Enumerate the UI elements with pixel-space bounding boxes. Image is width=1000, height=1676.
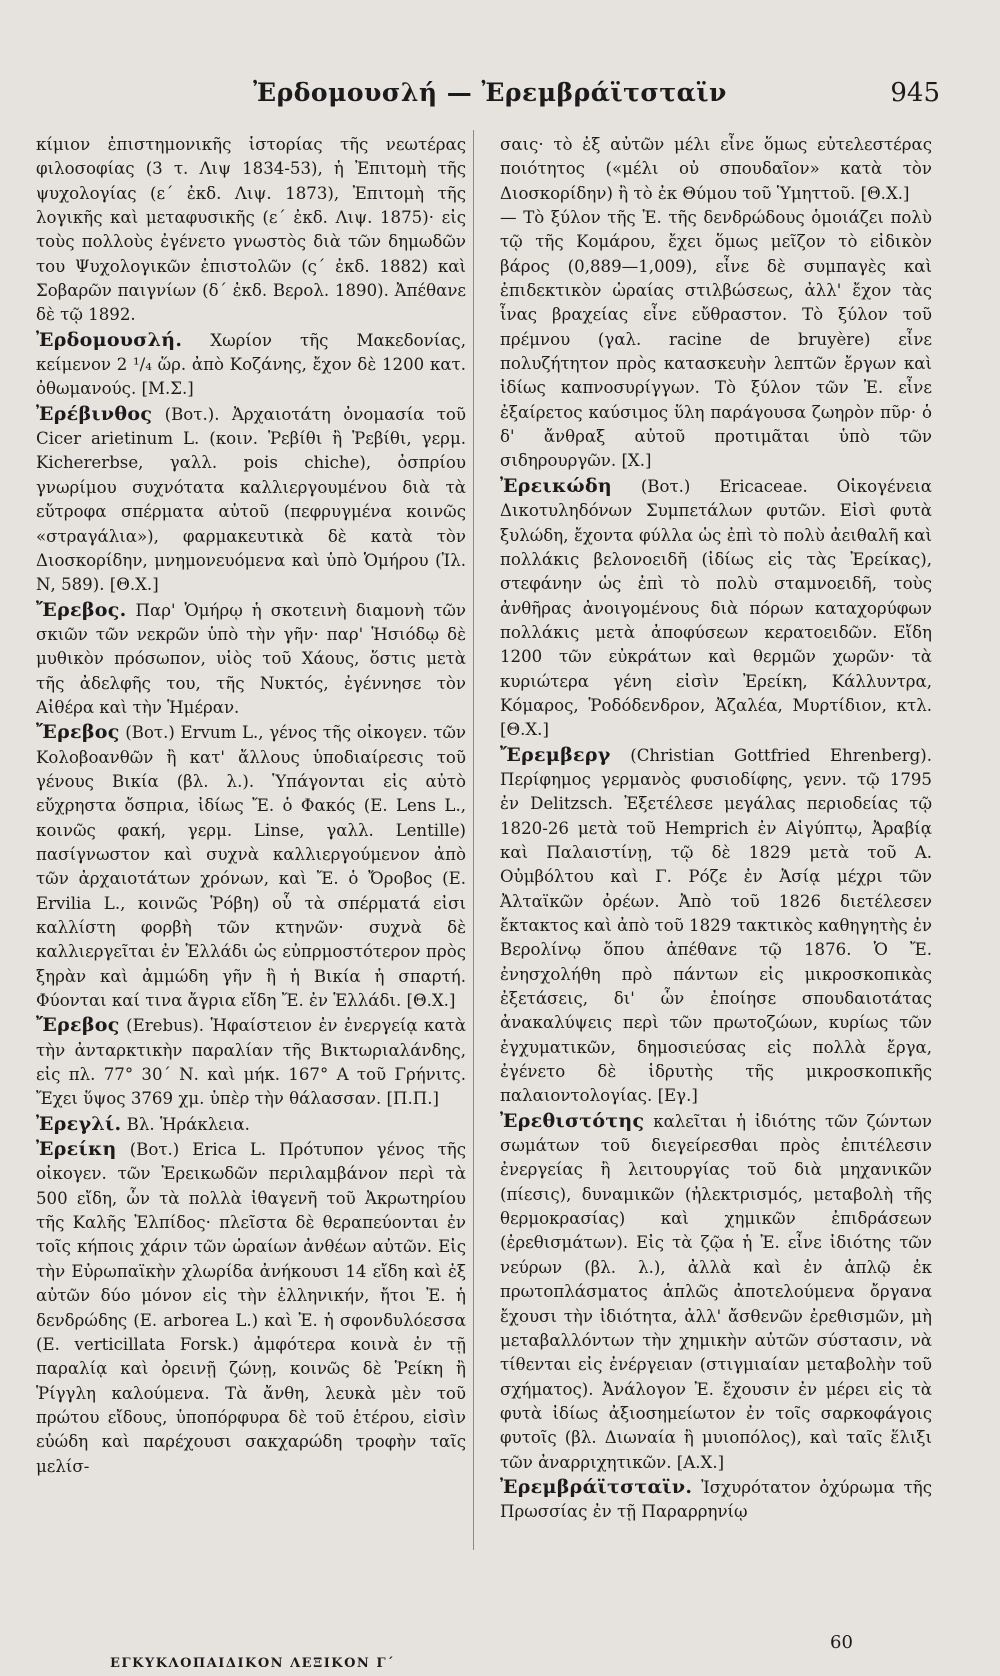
entry-headword: Ἐρεγλί. [36, 1112, 122, 1135]
entry-paragraph: Ἔρεβος. Παρ' Ὁμήρῳ ἡ σκοτεινὴ διαμονὴ τῶν σκιῶν τῶν νεκρῶν ὑπὸ τὴν γῆν· παρ' Ἡσιόδῳ δὲ μυθικὸν πρόσωπον, υἱὸς τοῦ Χάους, ὅστις μετὰ τῆς ἀδελφῆς του, τῆς Νυκτός, ἐγέννησε τὸν Αἰθέρα καὶ τὴν Ἡμέραν. [36, 598, 466, 717]
entry-headword: Ἔρεβος. [36, 598, 127, 621]
entry-paragraph: — Τὸ ξύλον τῆς Ἐ. τῆς δενδρώδους ὁμοιάζει πολὺ τῷ τῆς Κομάρου, ἔχει ὅμως μεῖζον τὸ εἰδικὸν βάρος (0,889—1,009), εἶνε δὲ συμπαγὲς καὶ ἐπιδεκτικὸν ὡραίας στιλβώσεως, ἀλλ' ἔχον τὰς ἶνας βραχείας εἶνε εὔθραστον. Τὸ ξύλον τοῦ πρέμνου (γαλ. racine de bruyère) εἶνε πολυζήτητον πρὸς κατασκευὴν λεπτῶν ἔργων καὶ ἰδίως καπνοσυρίγγων. Τὸ ξύλον τῶν Ἐ. εἶνε ἐξαίρετος καύσιμος ὕλη παράγουσα ζωηρὸν πῦρ· ὁ δ' ἄνθραξ αὐτοῦ προτιμᾶται ὑπὸ τῶν σιδηρουργῶν. [Χ.] [500, 208, 932, 471]
sheet-number: 60 [830, 1632, 853, 1653]
signature-mark: ΕΓΚΥΚΛΟΠΑΙΔΙΚΟΝ ΛΕΞΙΚΟΝ Γ΄ [110, 1656, 396, 1671]
entry-paragraph: Ἐρεθιστότης καλεῖται ἡ ἰδιότης τῶν ζώντων σωμάτων τοῦ διεγείρεσθαι πρὸς ἐπιτέλεσιν ἐνεργείας ἢ λειτουργίας τοῦ διὰ μηχανικῶν (πίεσις), δυναμικῶν (ἠλεκτρισμός, μεταβολὴ τῆς θερμοκρασίας) καὶ χημικῶν ἐπιδράσεων (ἐρεθισμάτων). Εἰς τὰ ζῷα ἡ Ἐ. εἶνε ἰδιότης τῶν νεύρων (βλ. λ.), ἀλλὰ καὶ ἐν ἁπλῷ ἐκ πρωτοπλάσματος ἁπλῶς ἀποτελούμενα ὄργανα ἔχουσι τὴν ἰδιότητα, ἀλλ' ἄσθενῶν ἐρεθισμῶν, μὴ μεταβαλλόντων τὴν χημικὴν αὐτῶν σύστασιν, νὰ τίθενται εἰς ἐνέργειαν (στιγμιαίαν μεταβολὴν τοῦ σχήματος). Ἀνάλογον Ἐ. ἔχουσιν ἐν μέρει εἰς τὰ φυτὰ ἰδίως ἀξιοσημείωτον ἐν τοῖς σαρκοφάγοις φυτοῖς (βλ. Διωναία ἢ μυιοπόλος), καὶ ταῖς ἕλιξι τῶν ἀναρριχητικῶν. [Α.Χ.] [500, 1109, 932, 1472]
page-number: 945 [890, 78, 940, 108]
entry-headword: Ἐρείκη [36, 1138, 117, 1161]
entry-paragraph: Ἐρεμβράϊτσταϊν. Ἰσχυρότατον ὀχύρωμα τῆς Πρωσσίας ἐν τῇ Παραρρηνίῳ [500, 1475, 932, 1522]
entry-headword: Ἐρδομουσλή. [36, 328, 183, 351]
entry-headword: Ἔρεμβεργ [500, 743, 611, 766]
entry-headword: Ἐρεικώδη [500, 474, 613, 497]
entry-paragraph: Ἐρείκη (Βοτ.) Erica L. Πρότυπον γένος τῆς οἰκογεν. τῶν Ἐρεικωδῶν περιλαμβάνον περὶ τὰ 500 εἴδη, ὧν τὰ πολλὰ ἰθαγενῆ τοῦ Ἀκρωτηρίου τῆς Καλῆς Ἐλπίδος· πλεῖστα δὲ θεραπεύονται ἐν τοῖς κήποις χάριν τῶν ὡραίων ἀνθέων αὐτῶν. Εἰς τὴν Εὐρωπαϊκὴν χλωρίδα ἀνήκουσι 14 εἴδη καὶ ἐξ αὐτῶν δύο μόνον εἰς τὴν ἑλληνικήν, ἤτοι Ἐ. ἡ δενδρώδης (E. arborea L.) καὶ Ἐ. ἡ σφονδυλόεσσα (E. verticillata Forsk.) ἀμφότερα κοινὰ ἐν τῇ παραλίᾳ καὶ ὀρεινῇ ζώνῃ, κοινῶς δὲ Ῥείκη ἢ Ῥίγγλη καλούμενα. Τὰ ἄνθη, λευκὰ μὲν τοῦ πρώτου εἴδους, ὑποπόρφυρα δὲ τοῦ ἑτέρου, εἰσὶν εὐώδη καὶ παρέχουσι σακχαρώδη τροφὴν ταῖς μελίσ- [36, 1138, 466, 1476]
entry-paragraph: Ἐρέβινθος (Βοτ.). Ἀρχαιοτάτη ὀνομασία τοῦ Cicer arietinum L. (κοιν. Ῥεβίθι ἢ Ῥεβίθι, γερμ. Kichererbse, γαλλ. pois chiche), ὀσπρίου γνωρίμου συχνότατα καλλιεργουμένου διὰ τὰ εὔτροφα σπέρματα αὐτοῦ (πεφρυγμένα κοινῶς «στραγάλια»), φαρμακευτικὰ δὲ κατὰ τὸν Διοσκορίδην, μνημονευόμενα καὶ ὑπὸ Ὁμήρου (Ἰλ. Ν, 589). [Θ.Χ.] [36, 402, 466, 595]
entry-headword: Ἐρεθιστότης [500, 1109, 645, 1132]
entry-paragraph: Ἔρεβος (Erebus). Ἡφαίστειον ἐν ἐνεργείᾳ κατὰ τὴν ἀνταρκτικὴν παραλίαν τῆς Βικτωριαλάνδης, εἰς πλ. 77° 30΄ Ν. καὶ μήκ. 167° Α τοῦ Γρήνιτς. Ἔχει ὕψος 3769 χμ. ὑπὲρ τὴν θάλασσαν. [Π.Π.] [36, 1014, 466, 1109]
entry-paragraph: Ἐρεικώδη (Βοτ.) Ericaceae. Οἰκογένεια Δικοτυληδόνων Συμπετάλων φυτῶν. Εἰσὶ φυτὰ ξυλώδη, ἔχοντα φύλλα ὡς ἐπὶ τὸ πολὺ ἀειθαλῆ καὶ πολλάκις βελονοειδῆ (ἰδίως εἰς τὰς Ἐρείκας), στεφάνην ὡς ἐπὶ τὸ πολὺ σταμνοειδῆ, τοὺς ἀνθῆρας ἀνοιγομένους διὰ πόρων καταχορύφων πολλάκις μετὰ ἀποφύσεων κερατοειδῶν. Εἴδη 1200 τῶν εὐκράτων καὶ θερμῶν χωρῶν· τὰ κυριώτερα γένη εἰσὶν Ἐρείκη, Κάλλυντρα, Κόμαρος, Ῥοδόδενδρον, Ἀζαλέα, Μυρτίδιον, κτλ. [Θ.Χ.] [500, 474, 932, 740]
right-column [500, 133, 932, 1525]
entry-headword: Ἐρέβινθος [36, 402, 153, 425]
entry-paragraph: Ἔρεμβεργ (Christian Gottfried Ehrenberg). Περίφημος γερμανὸς φυσιοδίφης, γενν. τῷ 1795 ἐν Delitzsch. Ἐξετέλεσε μεγάλας περιοδείας τῷ 1820-26 μετὰ τοῦ Hemprich ἐν Αἰγύπτῳ, Ἀραβίᾳ καὶ Παλαιστίνῃ, τῷ δὲ 1829 μετὰ τοῦ Α. Οὐμβόλτου καὶ Γ. Ρόζε ἐν Ἀσίᾳ μέχρι τῶν Ἀλταϊκῶν ὀρέων. Ἀπὸ τοῦ 1826 διετέλεσεν ἔκτακτος καὶ ἀπὸ τοῦ 1829 τακτικὸς καθηγητὴς ἐν Βερολίνῳ ὅπου ἀπέθανε τῷ 1876. Ὁ Ἔ. ἐνησχολήθη πρὸ πάντων εἰς μικροσκοπικὰς ἐξετάσεις, δι' ὧν ἐποίησε σπουδαιοτάτας ἀνακαλύψεις περὶ τῶν πρωτοζώων, κυρίως τῶν ἐγχυματικῶν, δημοσιεύσας εἰς πολλὰ ἔργα, ἐγένετο δὲ ἱδρυτὴς τῆς μικροσκοπικῆς παλαιοντολογίας. [Εγ.] [500, 743, 932, 1106]
entry-headword: Ἐρεμβράϊτσταϊν. [500, 1475, 693, 1498]
running-title: Ἐρδομουσλή — Ἐρεμβράϊτσταϊν [253, 78, 727, 107]
entry-paragraph: κίμιον ἐπιστημονικῆς ἱστορίας τῆς νεωτέρας φιλοσοφίας (3 τ. Λιψ 1834-53), ἡ Ἐπιτομὴ τῆς ψυχολογίας (ε΄ ἐκδ. Λιψ. 1873), Ἐπιτομὴ τῆς λογικῆς καὶ μεταφυσικῆς (ε΄ ἐκδ. Λιψ. 1875)· εἰς τοὺς πολλοὺς ἐγένετο γνωστὸς διὰ τῶν δημωδῶν του Ψυχολογικῶν ἐπιστολῶν (ς΄ ἐκδ. 1882) καὶ Σοβαρῶν παιγνίων (δ΄ ἐκδ. Βερολ. 1890). Ἀπέθανε δὲ τῷ 1892. [36, 135, 466, 325]
entry-headword: Ἔρεβος [36, 721, 120, 744]
entry-paragraph: Ἐρδομουσλή. Χωρίον τῆς Μακεδονίας, κείμενον 2 ¹/₄ ὥρ. ἀπὸ Κοζάνης, ἔχον δὲ 1200 κατ. ὀθωμανούς. [Μ.Σ.] [36, 328, 466, 399]
entry-paragraph: Ἐρεγλί. Βλ. Ἡράκλεια. [36, 1112, 250, 1135]
entry-headword: Ἔρεβος [36, 1014, 120, 1037]
entry-paragraph: σαις· τὸ ἐξ αὐτῶν μέλι εἶνε ὅμως εὐτελεστέρας ποιότητος («μέλι οὐ σπουδαῖον» κατὰ τὸν Διοσκορίδην) ἢ τὸ ἐκ Θύμου τοῦ Ὑμηττοῦ. [Θ.Χ.] [500, 135, 932, 203]
entry-paragraph: Ἔρεβος (Βοτ.) Ervum L., γένος τῆς οἰκογεν. τῶν Κολοβοανθῶν ἢ κατ' ἄλλους ὑποδιαίρεσις τοῦ γένους Βικία (βλ. λ.). Ὑπάγονται εἰς αὐτὸ εὔχρηστα ὄσπρια, ἰδίως Ἔ. ὁ Φακός (E. Lens L., κοινῶς φακή, γερμ. Linse, γαλλ. Lentille) πασίγνωστον καὶ συχνὰ καλλιεργούμενον ἀπὸ τῶν ἀρχαιοτάτων χρόνων, καὶ Ἔ. ὁ Ὄροβος (E. Ervilia L., κοινῶς Ῥόβη) οὗ τὰ σπέρματά εἰσι καλλίστη φορβὴ τῶν κτηνῶν· συχνὰ δὲ καλλιεργεῖται ἐν Ἑλλάδι ὡς εὐπρμοστότερον πρὸς ξηρὰν καὶ ἀμμώδη γῆν ἢ ἡ Βικία ἡ σπαρτή. Φύονται καί τινα ἄγρια εἴδη Ἔ. ἐν Ἑλλάδι. [Θ.Χ.] [36, 721, 466, 1011]
page-header [40, 78, 940, 118]
left-column [36, 133, 466, 1479]
column-divider [473, 130, 474, 1550]
